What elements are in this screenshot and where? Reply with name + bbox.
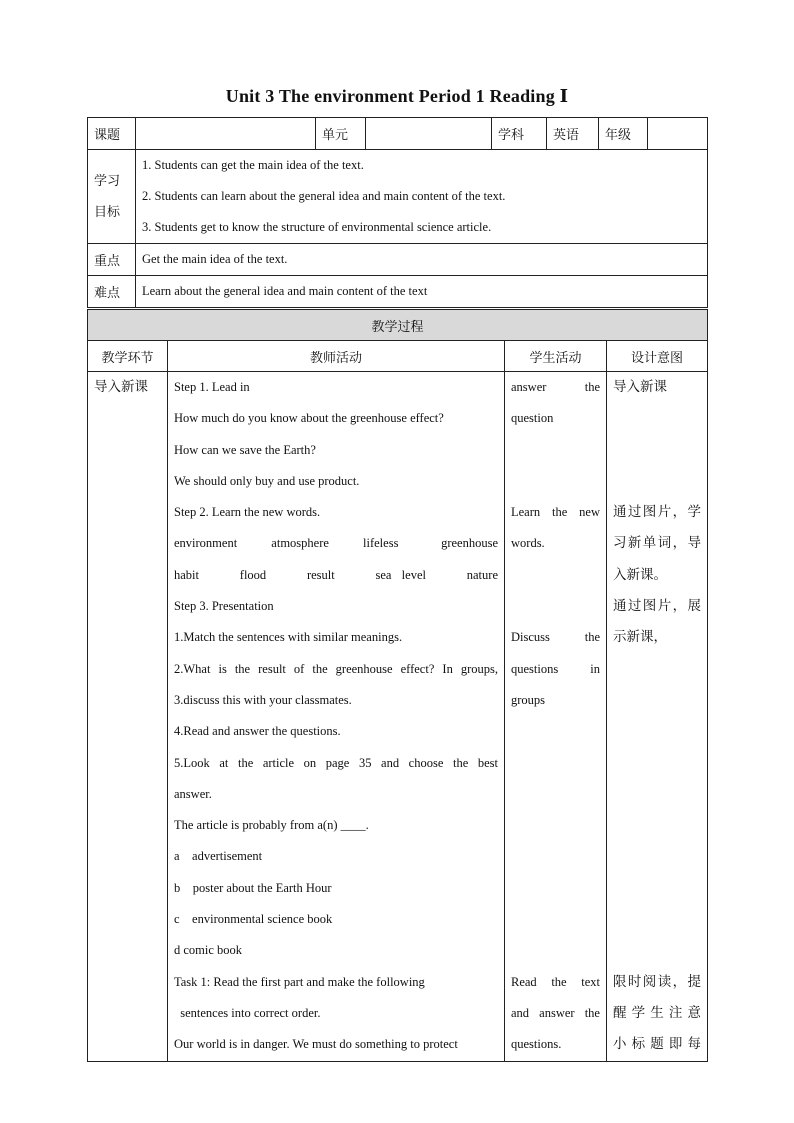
teacher-line: sentences into correct order. <box>174 1005 321 1020</box>
column-header-student: 学生活动 <box>505 341 607 372</box>
purpose-line: 通过图片，展 <box>613 598 702 615</box>
teacher-line: Step 1. Lead in <box>174 380 250 394</box>
student-line: groups <box>511 692 546 707</box>
teacher-line: 1.Match the sentences with similar meanings. <box>174 630 403 645</box>
teaching-process-table <box>87 309 708 1062</box>
grade-value <box>648 118 708 150</box>
column-header-purpose: 设计意图 <box>607 341 708 372</box>
teacher-line: habit flood result sea level nature <box>174 567 498 582</box>
student-line <box>511 716 600 747</box>
column-header-teacher: 教师活动 <box>168 341 505 372</box>
student-activity-cell <box>505 372 607 1062</box>
teacher-line: c environmental science book <box>174 912 333 927</box>
student-line: answer the <box>511 380 600 394</box>
student-line <box>511 466 600 497</box>
purpose-line <box>613 748 701 779</box>
lesson-info-table <box>87 117 708 308</box>
teacher-line: Step 3. Presentation <box>174 599 274 614</box>
student-line: questions in <box>511 661 600 676</box>
column-header-stage: 教学环节 <box>88 341 168 372</box>
purpose-line: 小标题即每 <box>613 1036 702 1053</box>
purpose-line <box>613 904 701 935</box>
purpose-line: 醒学生注意 <box>613 1004 702 1021</box>
key-point-row <box>88 244 708 276</box>
student-line <box>511 873 600 904</box>
purpose-line <box>613 716 701 747</box>
process-header: 教学过程 <box>88 310 708 341</box>
student-line <box>511 748 600 779</box>
subject-value: 英语 <box>547 118 599 150</box>
teacher-activity-lines <box>174 372 498 1061</box>
topic-label: 课题 <box>88 118 136 150</box>
teacher-line: 5.Look at the article on page 35 and choose the best <box>174 755 498 770</box>
teacher-line: d comic book <box>174 943 243 958</box>
purpose-line: 导入新课 <box>613 379 667 395</box>
teacher-line: Our world is in danger. We must do something to protect <box>174 1037 458 1052</box>
purpose-line <box>613 779 701 810</box>
teacher-line: We should only buy and use product. <box>174 473 360 488</box>
teacher-line: Task 1: Read the first part and make the following <box>174 974 425 989</box>
objective-item: 1. Students can get the main idea of the text. <box>142 158 364 172</box>
subject-label: 学科 <box>492 118 547 150</box>
objectives-content <box>136 150 708 244</box>
student-line <box>511 841 600 872</box>
student-line <box>511 560 600 591</box>
purpose-line <box>613 403 701 434</box>
purpose-line <box>613 935 701 966</box>
purpose-line <box>613 841 701 872</box>
student-line: Learn the new <box>511 505 600 520</box>
teacher-line: How can we save the Earth? <box>174 442 316 457</box>
teacher-line: 2.What is the result of the greenhouse effect? In groups, <box>174 661 498 676</box>
purpose-line <box>613 466 701 497</box>
student-line: words. <box>511 536 545 551</box>
purpose-line: 限时阅读，提 <box>613 973 702 990</box>
key-point-label: 重点 <box>88 244 136 276</box>
teacher-line: The article is probably from a(n) ____. <box>174 818 369 833</box>
objectives-label-line1: 学习 <box>94 173 121 189</box>
teacher-activity-cell <box>168 372 505 1062</box>
student-line: and answer the <box>511 1005 600 1020</box>
student-line <box>511 935 600 966</box>
student-line <box>511 810 600 841</box>
stage-cell <box>88 372 168 1062</box>
teacher-line: a advertisement <box>174 849 263 864</box>
unit-label: 单元 <box>316 118 366 150</box>
teacher-line: 3.discuss this with your classmates. <box>174 692 352 707</box>
teacher-line: environment atmosphere lifeless greenhouse <box>174 536 498 551</box>
purpose-line: 示新课， <box>613 629 667 646</box>
difficulty-row <box>88 276 708 308</box>
purpose-line <box>613 873 701 904</box>
objectives-label-line2: 目标 <box>94 204 121 220</box>
unit-value <box>366 118 492 150</box>
teacher-line: answer. <box>174 786 212 801</box>
teacher-line: How much do you know about the greenhouse effect? <box>174 411 444 426</box>
design-purpose-lines <box>613 372 701 1061</box>
teacher-line: 4.Read and answer the questions. <box>174 724 341 739</box>
info-row <box>88 118 708 150</box>
purpose-line: 习新单词，导 <box>613 535 702 552</box>
grade-label: 年级 <box>599 118 648 150</box>
stage-name: 导入新课 <box>94 379 148 395</box>
teacher-line: b poster about the Earth Hour <box>174 880 332 895</box>
topic-value <box>136 118 316 150</box>
purpose-line <box>613 810 701 841</box>
student-activity-lines <box>511 372 600 1061</box>
objective-item: 3. Students get to know the structure of environmental science article. <box>142 220 492 234</box>
student-line <box>511 591 600 622</box>
process-header-row <box>88 310 708 341</box>
student-line <box>511 435 600 466</box>
process-column-headers <box>88 341 708 372</box>
purpose-line <box>613 435 701 466</box>
purpose-line <box>613 685 701 716</box>
difficulty-text: Learn about the general idea and main content of the text <box>136 276 708 308</box>
process-body-row <box>88 372 708 1062</box>
objectives-label <box>88 150 136 244</box>
student-line <box>511 779 600 810</box>
student-line: questions. <box>511 1037 562 1052</box>
purpose-line <box>613 654 701 685</box>
purpose-line: 入新课。 <box>613 566 667 583</box>
teacher-line: Step 2. Learn the new words. <box>174 505 321 520</box>
student-line <box>511 904 600 935</box>
student-line: question <box>511 411 554 426</box>
key-point-text: Get the main idea of the text. <box>136 244 708 276</box>
purpose-line: 通过图片，学 <box>613 504 702 521</box>
objective-item: 2. Students can learn about the general idea and main content of the text. <box>142 189 506 203</box>
difficulty-label: 难点 <box>88 276 136 308</box>
design-purpose-cell <box>607 372 708 1062</box>
student-line: Read the text <box>511 974 600 989</box>
page-title: Unit 3 The environment Period 1 Reading Ⅰ <box>225 86 569 106</box>
student-line: Discuss the <box>511 630 600 645</box>
objectives-row <box>88 150 708 244</box>
